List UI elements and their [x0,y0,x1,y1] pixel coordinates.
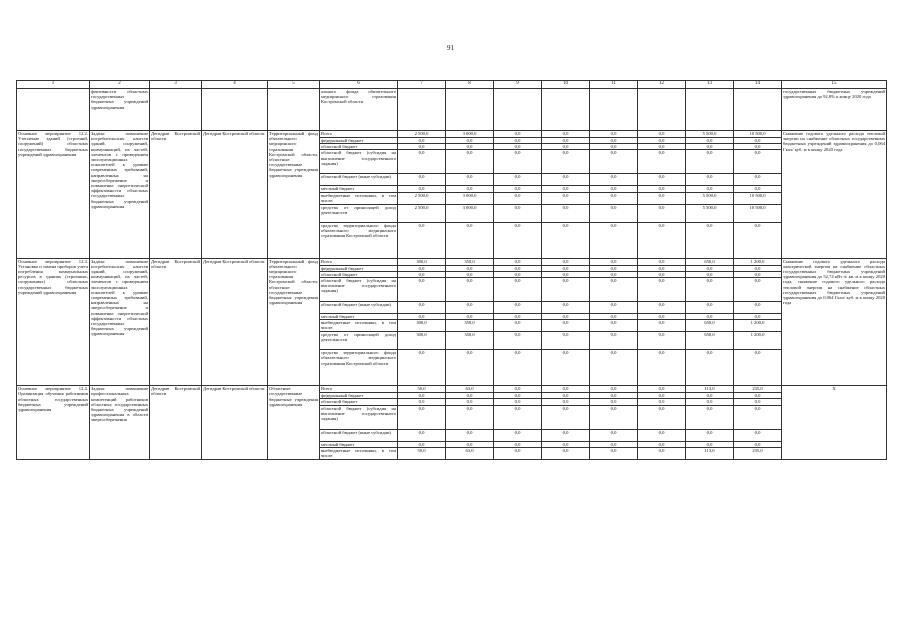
table-row [17,258,887,265]
value-cell: 0,0 [734,350,782,386]
value-cell: 0,0 [398,174,446,186]
value-cell: 0,0 [446,265,494,271]
value-cell: 0,0 [446,393,494,399]
value-cell: 0,0 [686,174,734,186]
value-cell: 10 500,0 [734,131,782,138]
value-cell: 0,0 [398,314,446,320]
value-cell: 0,0 [542,131,590,138]
funding-source-label: Всего [320,386,398,393]
value-cell: 0,0 [494,192,542,204]
value-cell: 0,0 [638,314,686,320]
value-cell: 0,0 [542,186,590,192]
value-cell: 1 200,0 [734,258,782,265]
participant: Областные государственные бюджетные учреждения здравоохранения [268,386,320,460]
column-header: 11 [590,81,638,89]
value-cell: 0,0 [446,302,494,314]
value-cell: 0,0 [686,144,734,150]
value-cell: 0,0 [590,150,638,174]
funding-source-label: областной бюджет (иные субсидии) [320,174,398,186]
value-cell: 63,0 [446,386,494,393]
value-cell: 0,0 [494,138,542,144]
funding-source-label: федеральный бюджет [320,138,398,144]
value-cell: 0,0 [590,332,638,350]
value-cell: 0,0 [686,393,734,399]
column-header: 7 [398,81,446,89]
value-cell: 0,0 [446,138,494,144]
value-cell: 0,0 [686,399,734,405]
activity-name: Основное мероприятие 12.3. Установка и замена приборов учета потребления коммунальных ресурсов в зданиях (строениях, сооружениях) областных государственных бюджетных учреждений здравоохранения [17,258,90,386]
value-cell: 5 500,0 [686,204,734,222]
value-cell: 0,0 [686,138,734,144]
funding-source-label: внебюджетные источники, в том числе: [321,447,396,459]
task-text: Задача: повышение потребительских качеств зданий, сооружений, коммуникаций, их частей, элементов с приведением эксплуатационных показателей к уровню современных требований, направленных на энергосбережение и повышение энергетической эффективности областных государственных бюджетных учреждений здравоохранения [90,258,150,386]
value-cell: 2 500,0 [398,192,446,204]
value-cell: 50,0 [398,447,446,459]
value-cell: 0,0 [494,441,542,447]
value-cell: 0,0 [590,271,638,277]
value-cell: 0,0 [734,278,782,302]
value-cell: 0,0 [542,393,590,399]
value-cell: 0,0 [398,393,446,399]
value-cell: 0,0 [590,278,638,302]
value-cell [446,89,494,131]
value-cell: 0,0 [734,150,782,174]
value-cell: 0,0 [542,302,590,314]
value-cell: 0,0 [398,302,446,314]
value-cell: 300,0 [398,258,446,265]
responsible-executor: Депздрав Костромской области [150,258,202,386]
value-cell: 0,0 [638,265,686,271]
value-cell [734,89,782,131]
value-cell: 0,0 [590,441,638,447]
value-cell: 0,0 [638,222,686,258]
value-cell: 0,0 [638,271,686,277]
value-cell [398,89,446,131]
empty-cell [17,89,90,131]
value-cell: 0,0 [590,350,638,386]
value-cell: 0,0 [734,429,782,441]
value-cell: 0,0 [734,186,782,192]
funding-source-label: областной бюджет (субсидия на выполнение государственного задания) [320,278,398,302]
value-cell: 0,0 [638,258,686,265]
funding-source-label: федеральный бюджет [320,265,398,271]
value-cell: 10 500,0 [734,204,782,222]
value-cell: 0,0 [542,278,590,302]
value-cell: 3 000,0 [446,192,494,204]
value-cell: 0,0 [638,393,686,399]
value-cell: 0,0 [398,399,446,405]
value-cell: 0,0 [686,441,734,447]
value-cell: 0,0 [686,222,734,258]
value-cell: 0,0 [446,271,494,277]
funding-source-label: областной бюджет (иные субсидии) [320,429,398,441]
activity-name: Основное мероприятие 12.2. Утепление зданий (строений, сооружений) областных государственных бюджетных учреждений здравоохранения [17,131,90,259]
value-cell: 0,0 [494,386,542,393]
value-cell: 0,0 [638,302,686,314]
funding-source-label: внебюджетные источники, в том числе: [321,192,396,203]
co-executor: Депздрав Костромской области [202,258,268,386]
value-cell: 0,0 [446,399,494,405]
column-header: 13 [686,81,734,89]
value-cell: 650,0 [686,332,734,350]
value-cell: 0,0 [638,429,686,441]
value-cell: 0,0 [542,447,590,459]
value-cell: 2 500,0 [398,204,446,222]
value-cell: 0,0 [734,314,782,320]
value-cell [638,89,686,131]
value-cell: 0,0 [686,429,734,441]
empty-cell [150,89,202,131]
value-cell: 0,0 [398,278,446,302]
value-cell: 0,0 [638,174,686,186]
value-cell: 0,0 [446,278,494,302]
value-cell: 0,0 [638,204,686,222]
column-header: 15 [782,81,887,89]
value-cell: 63,0 [446,447,494,459]
value-cell: 350,0 [446,332,494,350]
value-cell: 0,0 [734,174,782,186]
value-cell: 0,0 [638,186,686,192]
value-cell: 0,0 [398,271,446,277]
value-cell [494,89,542,131]
value-cell: 0,0 [398,138,446,144]
co-executor: Депздрав Костромской области [202,131,268,259]
value-cell: 0,0 [686,150,734,174]
value-cell: 0,0 [590,386,638,393]
value-cell: 0,0 [542,150,590,174]
value-cell: 0,0 [590,138,638,144]
value-cell: 0,0 [638,441,686,447]
value-cell: 0,0 [494,186,542,192]
value-cell: 3 000,0 [446,204,494,222]
value-cell: 0,0 [494,258,542,265]
value-cell: 0,0 [494,271,542,277]
value-cell: 0,0 [446,186,494,192]
value-cell: 0,0 [590,447,638,459]
expected-result: государственных бюджетных учреждений здравоохранения до 92,8% к концу 2020 года [782,89,887,131]
value-cell: 0,0 [638,350,686,386]
value-cell: 0,0 [590,429,638,441]
funding-source-label: областной бюджет [320,144,398,150]
value-cell [542,89,590,131]
value-cell: 0,0 [542,258,590,265]
value-cell [686,89,734,131]
value-cell: 235,0 [734,447,782,459]
value-cell: 0,0 [494,278,542,302]
funding-source-label: средства от приносящей доход деятельности [320,204,398,222]
value-cell: 0,0 [590,222,638,258]
value-cell: 0,0 [638,192,686,204]
value-cell: 0,0 [542,265,590,271]
value-cell: 0,0 [638,320,686,332]
value-cell: 0,0 [590,186,638,192]
funding-source-label: средства территориального фонда обязательного медицинского страхования Костромской области [320,222,398,258]
value-cell: 0,0 [638,278,686,302]
value-cell: 0,0 [398,186,446,192]
funding-source-label: внебюджетные источники, в том числе: [321,320,396,331]
table-row [17,386,887,393]
value-cell: 650,0 [686,320,734,332]
value-cell: 0,0 [734,138,782,144]
co-executor: Депздрав Костромской области [202,386,268,460]
participant: Территориальный фонд обязательного медицинского страхования Костромской области, областные государственные бюджетные учреждения здравоохранения [268,258,320,386]
value-cell: 0,0 [398,265,446,271]
value-cell: 0,0 [686,186,734,192]
value-cell: 300,0 [398,332,446,350]
value-cell: 0,0 [446,405,494,429]
value-cell: 650,0 [686,258,734,265]
participant: Территориальный фонд обязательного медицинского страхования Костромской области, областные государственные бюджетные учреждения здравоохранения [268,131,320,259]
value-cell: 300,0 [398,320,446,332]
value-cell: 0,0 [590,405,638,429]
funding-source-label: местный бюджет [320,186,398,192]
column-header: 3 [150,81,202,89]
value-cell: 0,0 [398,441,446,447]
column-header: 8 [446,81,494,89]
value-cell: 0,0 [542,174,590,186]
value-cell: 0,0 [494,405,542,429]
value-cell: 0,0 [590,314,638,320]
column-header: 5 [268,81,320,89]
value-cell: 350,0 [446,258,494,265]
value-cell: 0,0 [686,271,734,277]
value-cell: 0,0 [542,350,590,386]
value-cell: 0,0 [734,144,782,150]
value-cell: 0,0 [542,222,590,258]
value-cell: 0,0 [542,399,590,405]
value-cell: 0,0 [686,278,734,302]
value-cell: 0,0 [542,320,590,332]
value-cell: 0,0 [446,150,494,174]
task-text: фективности областных государственных бюджетных учреждений здравоохранения [90,89,150,131]
value-cell: 0,0 [734,399,782,405]
value-cell: 0,0 [686,350,734,386]
value-cell: 0,0 [734,441,782,447]
value-cell: 0,0 [542,332,590,350]
expected-result: Х [782,386,887,460]
value-cell: 0,0 [494,314,542,320]
value-cell: 0,0 [446,174,494,186]
value-cell: 0,0 [686,314,734,320]
value-cell: 0,0 [398,429,446,441]
activity-name: Основное мероприятие 12.4. Организация обучения работников областных государственных бюджетных учреждений здравоохранения [17,386,90,460]
value-cell: 0,0 [542,405,590,429]
table-row [17,131,887,138]
funding-source-label: областной бюджет (субсидия на выполнение государственного задания) [320,150,398,174]
value-cell: 0,0 [590,393,638,399]
value-cell: 0,0 [398,150,446,174]
budget-table [16,80,887,460]
value-cell: 0,0 [686,265,734,271]
value-cell: 0,0 [542,204,590,222]
header-row [17,81,887,89]
value-cell: 350,0 [446,320,494,332]
value-cell: 0,0 [638,131,686,138]
value-cell: 0,0 [542,314,590,320]
column-header: 10 [542,81,590,89]
value-cell: 0,0 [446,441,494,447]
value-cell: 0,0 [590,192,638,204]
value-cell: 0,0 [590,144,638,150]
value-cell: 0,0 [638,144,686,150]
value-cell: 113,0 [686,447,734,459]
value-cell: 0,0 [494,174,542,186]
funding-source-label: Всего [320,131,398,138]
value-cell: 113,0 [686,386,734,393]
value-cell: 0,0 [638,138,686,144]
value-cell: 3 000,0 [446,131,494,138]
task-text: Задача: повышение профессиональных компетенций работников областных государственных бюджетных учреждений здравоохранения в области энергосбережения [90,386,150,460]
value-cell: 0,0 [686,405,734,429]
value-cell: 0,0 [542,441,590,447]
value-cell: 0,0 [734,405,782,429]
value-cell: 0,0 [638,332,686,350]
column-header: 14 [734,81,782,89]
value-cell: 0,0 [638,150,686,174]
value-cell: 0,0 [590,302,638,314]
column-header: 9 [494,81,542,89]
continuation-row [17,89,887,131]
value-cell: 0,0 [494,332,542,350]
page-number: 91 [447,44,454,52]
value-cell: 0,0 [494,429,542,441]
value-cell: 0,0 [494,144,542,150]
value-cell: 10 500,0 [734,192,782,204]
value-cell: 0,0 [734,393,782,399]
empty-cell [268,89,320,131]
value-cell: 0,0 [734,265,782,271]
value-cell: 0,0 [494,302,542,314]
value-cell: 0,0 [494,399,542,405]
value-cell: 0,0 [494,204,542,222]
column-header: 1 [17,81,90,89]
value-cell: 0,0 [590,204,638,222]
funding-source-label: средства от приносящей доход деятельности [320,332,398,350]
value-cell: 0,0 [590,258,638,265]
funding-source-label: областной бюджет [320,271,398,277]
value-cell: 0,0 [446,314,494,320]
funding-source-label: областной бюджет (субсидия на выполнение государственного задания) [320,405,398,429]
value-cell: 0,0 [494,393,542,399]
value-cell: 0,0 [446,144,494,150]
value-cell: 0,0 [734,222,782,258]
value-cell: 0,0 [590,320,638,332]
funding-source-label: местный бюджет [320,314,398,320]
column-header: 6 [320,81,398,89]
value-cell: 0,0 [446,429,494,441]
value-cell: 2 500,0 [398,131,446,138]
funding-source-label: федеральный бюджет [320,393,398,399]
expected-result: Снижение годового удельного расхода тепловой энергии на снабжение областных государственных бюджетных учреждений здравоохранения до 0,064 Гкал/ куб. м к концу 2020 года [782,131,887,259]
value-cell: 0,0 [542,192,590,204]
value-cell: 0,0 [446,350,494,386]
empty-cell [202,89,268,131]
value-cell: 0,0 [734,302,782,314]
value-cell: 1 200,0 [734,320,782,332]
value-cell: 0,0 [638,405,686,429]
value-cell: 5 500,0 [686,192,734,204]
value-cell: 0,0 [590,131,638,138]
value-cell: 0,0 [590,174,638,186]
value-cell: 0,0 [398,222,446,258]
funding-source-label: средства территориального фонда обязательного медицинского страхования Костромской области [320,350,398,386]
value-cell: 0,0 [542,144,590,150]
value-cell: 0,0 [638,399,686,405]
value-cell: 50,0 [398,386,446,393]
value-cell: 0,0 [686,302,734,314]
column-header: 12 [638,81,686,89]
value-cell: 1 200,0 [734,332,782,350]
value-cell: 0,0 [542,138,590,144]
funding-source-label: ального фонда обязательного медицинского страхования Костромской области [320,89,398,131]
value-cell: 0,0 [494,320,542,332]
value-cell: 0,0 [638,386,686,393]
funding-source-label: областной бюджет (иные субсидии) [320,302,398,314]
value-cell: 0,0 [542,271,590,277]
value-cell: 0,0 [542,386,590,393]
value-cell: 0,0 [494,150,542,174]
value-cell: 0,0 [590,265,638,271]
value-cell: 0,0 [734,271,782,277]
value-cell: 5 500,0 [686,131,734,138]
value-cell: 0,0 [494,131,542,138]
expected-result: Снижение годового удельного расхода электрической энергии на снабжение областных государственных бюджетных учреждений здравоохранения до 52,74 кВт·ч/ кв. м к концу 2020 года, снижение годового удельного расхода тепловой энергии на снабжение областных государственных бюджетных учреждений здравоохранения до 0,064 Гкал/ куб. м к концу 2020 года [782,258,887,386]
funding-source-label: местный бюджет [320,441,398,447]
column-header: 4 [202,81,268,89]
column-header: 2 [90,81,150,89]
value-cell: 0,0 [494,350,542,386]
value-cell: 0,0 [494,447,542,459]
value-cell: 235,0 [734,386,782,393]
value-cell: 0,0 [398,405,446,429]
value-cell: 0,0 [542,429,590,441]
value-cell: 0,0 [494,265,542,271]
responsible-executor: Депздрав Костромской области [150,131,202,259]
value-cell: 0,0 [398,144,446,150]
responsible-executor: Депздрав Костромской области [150,386,202,460]
funding-source-label: областной бюджет [320,399,398,405]
value-cell: 0,0 [446,222,494,258]
value-cell [590,89,638,131]
funding-source-label: Всего [320,258,398,265]
value-cell: 0,0 [590,399,638,405]
value-cell: 0,0 [638,447,686,459]
task-text: Задача: повышение потребительских качеств зданий, сооружений, коммуникаций, их частей, элементов с приведением эксплуатационных показателей к уровню современных требований, направленных на энергосбережение и повышение энергетической эффективности областных государственных бюджетных учреждений здравоохранения [90,131,150,259]
value-cell: 0,0 [494,222,542,258]
value-cell: 0,0 [398,350,446,386]
